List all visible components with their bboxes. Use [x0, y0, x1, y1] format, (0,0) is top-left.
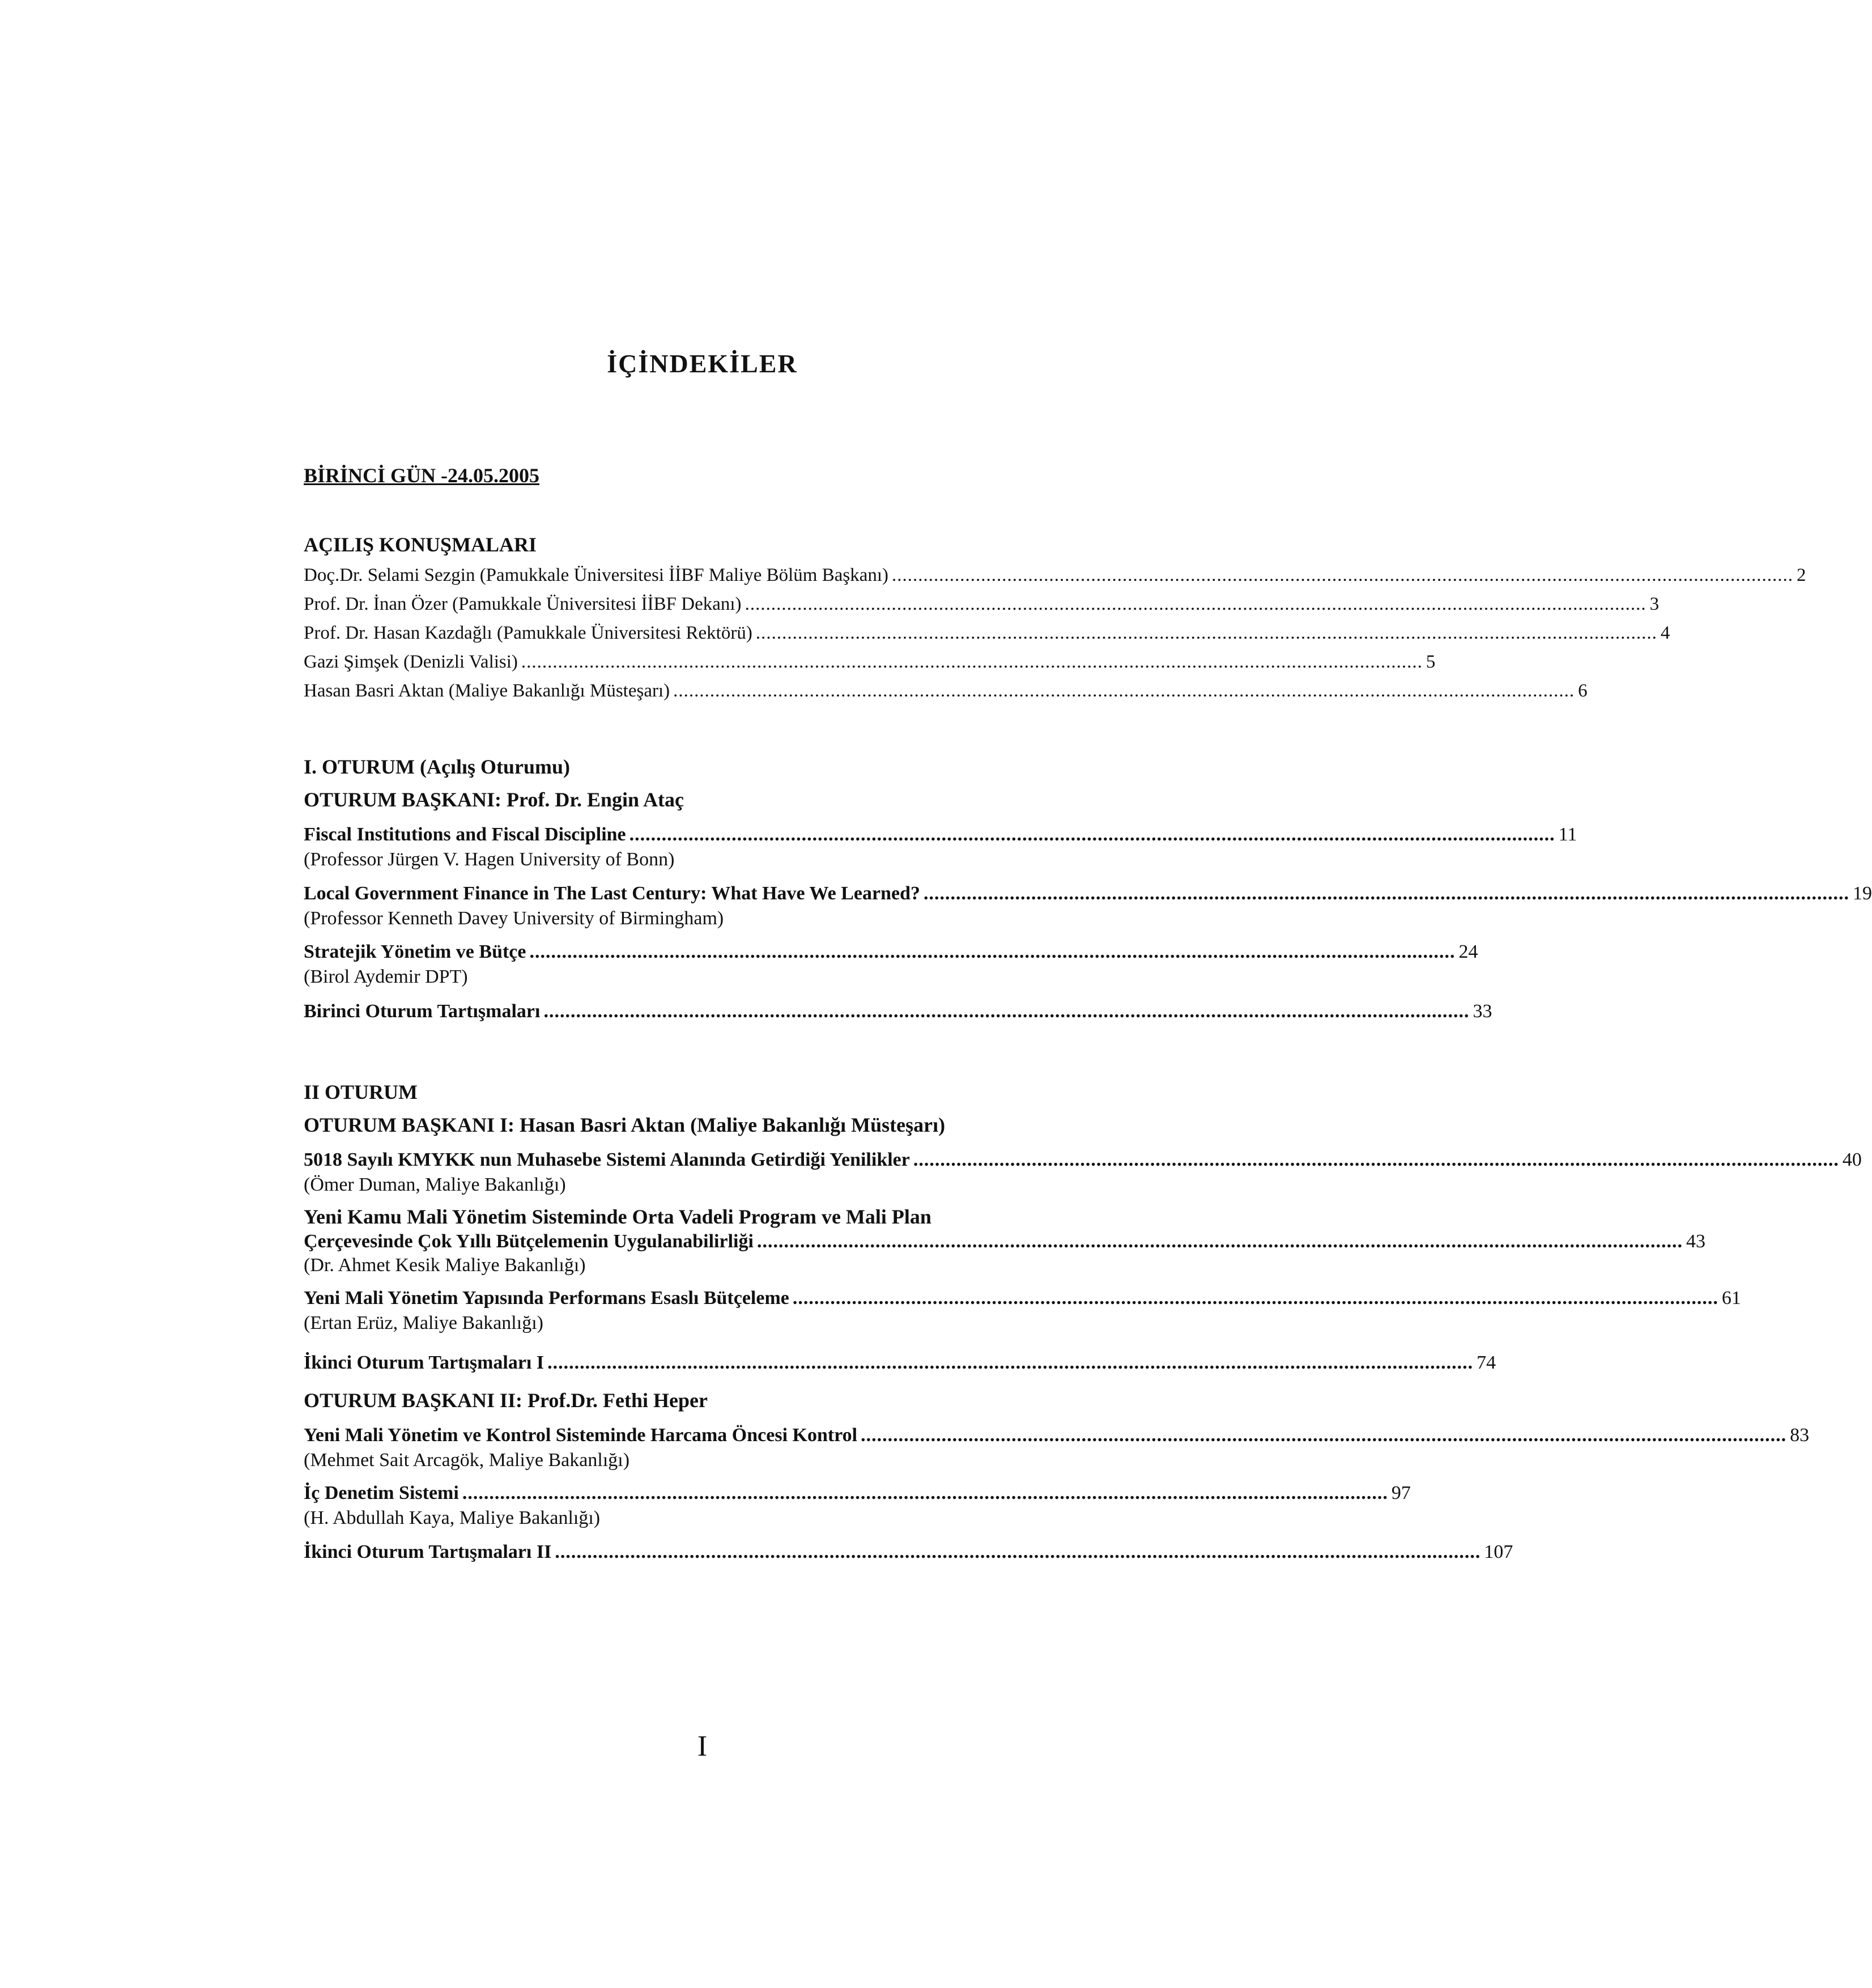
- session1-heading: I. OTURUM (Açılış Oturumu): [304, 755, 570, 778]
- toc-entry[interactable]: [304, 1284, 1741, 1309]
- leader-dots: ............................................................................................................................................................................: [629, 824, 1555, 845]
- leader-dots: ............................................................................................................................................................................: [529, 941, 1456, 962]
- toc-entry-page: 33: [1473, 1001, 1492, 1022]
- leader-dots: ............................................................................................................................................................................: [923, 883, 1849, 904]
- toc-entry-label: Local Government Finance in The Last Century: What Have We Learned?: [304, 883, 920, 904]
- session2-chair1: OTURUM BAŞKANI I: Hasan Basri Aktan (Maliye Bakanlığı Müsteşarı): [304, 1114, 946, 1136]
- leader-dots: ............................................................................................................................................................................: [543, 1001, 1470, 1022]
- session2-chair2: OTURUM BAŞKANI II: Prof.Dr. Fethi Heper: [304, 1389, 708, 1412]
- leader-dots: ............................................................................................................................................................................: [555, 1541, 1481, 1562]
- toc-entry[interactable]: [304, 1227, 1705, 1252]
- toc-entry-label: İkinci Oturum Tartışmaları I: [304, 1352, 544, 1373]
- toc-entry-page: 83: [1790, 1425, 1810, 1446]
- toc-entry[interactable]: [304, 1538, 1513, 1563]
- toc-entry-page: 43: [1686, 1231, 1705, 1252]
- toc-entry-page: 24: [1458, 941, 1478, 962]
- toc-entry-label: İkinci Oturum Tartışmaları II: [304, 1541, 552, 1562]
- toc-entry-label: Gazi Şimşek (Denizli Valisi): [304, 652, 518, 672]
- toc-entry-page: 5: [1426, 652, 1436, 672]
- page-title: İÇİNDEKİLER: [607, 349, 798, 378]
- toc-entry-label: Yeni Mali Yönetim Yapısında Performans Esaslı Bütçeleme: [304, 1288, 789, 1309]
- toc-entry-label: 5018 Sayılı KMYKK nun Muhasebe Sistemi Alanında Getirdiği Yenilikler: [304, 1149, 910, 1170]
- toc-entry-label: Stratejik Yönetim ve Bütçe: [304, 941, 526, 962]
- toc-entry-author: (Ömer Duman, Maliye Bakanlığı): [304, 1174, 566, 1195]
- toc-entry-label: Birinci Oturum Tartışmaları: [304, 1001, 541, 1022]
- toc-entry-label: Doç.Dr. Selami Sezgin (Pamukkale Üniversitesi İİBF Maliye Bölüm Başkanı): [304, 565, 889, 585]
- toc-entry-page: 2: [1797, 565, 1806, 585]
- toc-entry-author: (H. Abdullah Kaya, Maliye Bakanlığı): [304, 1507, 601, 1528]
- toc-entry[interactable]: [304, 590, 1660, 615]
- toc-entry-page: 6: [1578, 681, 1588, 701]
- toc-entry[interactable]: [304, 997, 1492, 1022]
- toc-entry-page: 4: [1660, 623, 1670, 643]
- toc-entry-page: 3: [1649, 594, 1660, 614]
- leader-dots: ............................................................................................................................................................................: [673, 681, 1575, 701]
- toc-entry-author: (Professor Kenneth Davey University of Birmingham): [304, 908, 724, 929]
- toc-entry[interactable]: [304, 561, 1806, 586]
- toc-entry-page: 74: [1477, 1352, 1496, 1373]
- leader-dots: ............................................................................................................................................................................: [892, 565, 1794, 585]
- day-heading: BİRİNCİ GÜN -24.05.2005: [304, 464, 540, 487]
- toc-entry-page: 61: [1721, 1288, 1741, 1309]
- leader-dots: ............................................................................................................................................................................: [547, 1352, 1474, 1373]
- toc-entry-page: 107: [1484, 1541, 1513, 1562]
- toc-entry[interactable]: [304, 880, 1872, 904]
- toc-entry-page: 11: [1558, 824, 1577, 845]
- toc-entry-label-line1: Yeni Kamu Mali Yönetim Sisteminde Orta Vadeli Program ve Mali Plan: [304, 1205, 931, 1228]
- toc-entry[interactable]: [304, 821, 1577, 846]
- toc-entry-author: (Professor Jürgen V. Hagen University of Bonn): [304, 849, 675, 870]
- leader-dots: ............................................................................................................................................................................: [462, 1482, 1388, 1503]
- opening-heading: AÇILIŞ KONUŞMALARI: [304, 533, 537, 556]
- toc-entry[interactable]: [304, 619, 1670, 644]
- leader-dots: ............................................................................................................................................................................: [755, 623, 1657, 643]
- toc-entry-label: Çerçevesinde Çok Yıllı Bütçelemenin Uygulanabilirliği: [304, 1231, 754, 1252]
- toc-entry-page: 19: [1852, 883, 1872, 904]
- toc-entry[interactable]: [304, 938, 1478, 963]
- toc-entry-page: 40: [1842, 1149, 1862, 1170]
- leader-dots: ............................................................................................................................................................................: [756, 1231, 1683, 1252]
- leader-dots: ............................................................................................................................................................................: [861, 1425, 1787, 1446]
- leader-dots: ............................................................................................................................................................................: [792, 1288, 1718, 1309]
- toc-entry[interactable]: [304, 1349, 1496, 1374]
- toc-entry-author: (Mehmet Sait Arcagök, Maliye Bakanlığı): [304, 1450, 630, 1471]
- leader-dots: ............................................................................................................................................................................: [521, 652, 1423, 672]
- page-number: I: [697, 1730, 708, 1762]
- toc-entry[interactable]: [304, 1421, 1810, 1446]
- session1-chair: OTURUM BAŞKANI: Prof. Dr. Engin Ataç: [304, 788, 684, 811]
- toc-entry-label: İç Denetim Sistemi: [304, 1482, 459, 1503]
- toc-entry[interactable]: [304, 1146, 1862, 1171]
- leader-dots: ............................................................................................................................................................................: [913, 1149, 1839, 1170]
- toc-entry-label: Fiscal Institutions and Fiscal Discipline: [304, 824, 626, 845]
- toc-entry-author: (Dr. Ahmet Kesik Maliye Bakanlığı): [304, 1255, 586, 1276]
- toc-entry-label: Prof. Dr. İnan Özer (Pamukkale Üniversitesi İİBF Dekanı): [304, 594, 742, 614]
- toc-entry-label: Yeni Mali Yönetim ve Kontrol Sisteminde Harcama Öncesi Kontrol: [304, 1425, 858, 1446]
- toc-entry-label: Prof. Dr. Hasan Kazdağlı (Pamukkale Üniversitesi Rektörü): [304, 623, 752, 643]
- toc-entry[interactable]: [304, 1479, 1411, 1504]
- toc-entry-label: Hasan Basri Aktan (Maliye Bakanlığı Müsteşarı): [304, 681, 670, 701]
- toc-entry-page: 97: [1391, 1482, 1411, 1503]
- toc-entry-author: (Birol Aydemir DPT): [304, 966, 468, 987]
- toc-entry-author: (Ertan Erüz, Maliye Bakanlığı): [304, 1312, 543, 1333]
- toc-entry[interactable]: [304, 677, 1588, 702]
- session2-heading: II OTURUM: [304, 1081, 418, 1103]
- toc-entry[interactable]: [304, 648, 1436, 673]
- leader-dots: ............................................................................................................................................................................: [744, 594, 1646, 614]
